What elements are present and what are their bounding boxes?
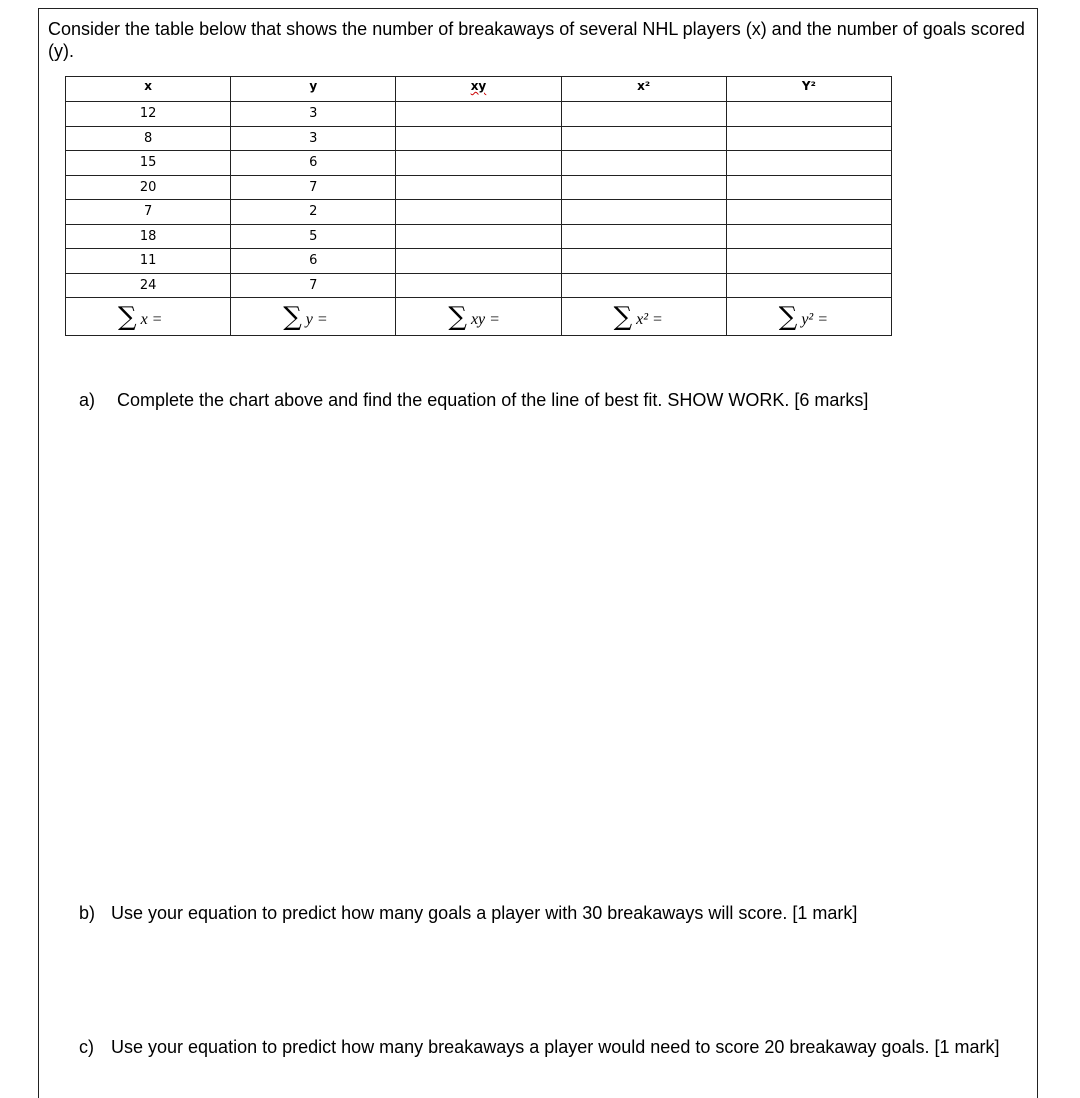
question-a-text: Complete the chart above and find the equation of the line of best fit. SHOW WORK. [6 marks] (117, 390, 869, 410)
sigma-symbol: ∑ (283, 301, 302, 332)
cell-x: 20 (66, 175, 231, 200)
cell-y-squared[interactable] (726, 175, 891, 200)
cell-xy[interactable] (396, 249, 561, 274)
cell-y-squared[interactable] (726, 102, 891, 127)
cell-y: 2 (231, 200, 396, 225)
cell-xy[interactable] (396, 200, 561, 225)
cell-y: 5 (231, 224, 396, 249)
cell-x: 15 (66, 151, 231, 176)
cell-y: 3 (231, 126, 396, 151)
cell-y: 7 (231, 273, 396, 298)
cell-x: 12 (66, 102, 231, 127)
sigma-symbol: ∑ (448, 301, 467, 332)
question-b (79, 902, 857, 924)
question-a-letter: a) (79, 390, 96, 410)
header-y-squared: Y² (726, 77, 891, 102)
cell-y: 6 (231, 151, 396, 176)
question-c-letter: c) (79, 1037, 94, 1057)
sum-xy-cell[interactable] (396, 298, 561, 336)
cell-x: 24 (66, 273, 231, 298)
sum-x-squared-label: x² = (636, 310, 663, 328)
cell-x-squared[interactable] (561, 175, 726, 200)
header-xy (396, 77, 561, 102)
sum-x-squared-cell[interactable] (561, 298, 726, 336)
cell-x-squared[interactable] (561, 273, 726, 298)
cell-xy[interactable] (396, 273, 561, 298)
sigma-symbol: ∑ (778, 301, 798, 332)
sum-x-label: x = (140, 310, 163, 328)
sum-y-cell[interactable] (231, 298, 396, 336)
table-row (66, 200, 892, 225)
table-row (66, 151, 892, 176)
intro-text: Consider the table below that shows the number of breakaways of several NHL players (x) and the number of goals scored (y). (48, 19, 1025, 61)
cell-x-squared[interactable] (561, 151, 726, 176)
cell-xy[interactable] (396, 175, 561, 200)
cell-x-squared[interactable] (561, 224, 726, 249)
cell-y: 6 (231, 249, 396, 274)
cell-xy[interactable] (396, 151, 561, 176)
cell-xy[interactable] (396, 126, 561, 151)
sum-row (66, 298, 892, 336)
table-row (66, 273, 892, 298)
cell-y-squared[interactable] (726, 273, 891, 298)
cell-y-squared[interactable] (726, 249, 891, 274)
cell-y: 7 (231, 175, 396, 200)
table-row (66, 126, 892, 151)
question-b-letter: b) (79, 903, 96, 923)
header-y: y (231, 77, 396, 102)
data-table (65, 76, 892, 336)
cell-x: 8 (66, 126, 231, 151)
cell-y-squared[interactable] (726, 151, 891, 176)
sum-y-squared-label: y² = (801, 310, 829, 328)
cell-y: 3 (231, 102, 396, 127)
header-x-squared: x² (561, 77, 726, 102)
cell-x-squared[interactable] (561, 249, 726, 274)
header-row (66, 77, 892, 102)
sum-y-squared-cell[interactable] (726, 298, 891, 336)
cell-x: 18 (66, 224, 231, 249)
table-row (66, 224, 892, 249)
cell-y-squared[interactable] (726, 200, 891, 225)
sum-xy-label: xy = (470, 310, 500, 328)
table-row (66, 175, 892, 200)
sum-y-label: y = (305, 310, 328, 328)
question-b-text: Use your equation to predict how many goals a player with 30 breakaways will score. [1 mark] (111, 903, 858, 923)
header-x: x (66, 77, 231, 102)
question-a (79, 389, 868, 411)
table-row (66, 249, 892, 274)
cell-y-squared[interactable] (726, 224, 891, 249)
sum-x-cell[interactable] (66, 298, 231, 336)
table-row (66, 102, 892, 127)
cell-y-squared[interactable] (726, 126, 891, 151)
cell-x-squared[interactable] (561, 126, 726, 151)
sigma-symbol: ∑ (613, 301, 633, 332)
cell-x-squared[interactable] (561, 102, 726, 127)
question-c (79, 1036, 1019, 1058)
cell-x-squared[interactable] (561, 200, 726, 225)
cell-xy[interactable] (396, 224, 561, 249)
question-c-text: Use your equation to predict how many breakaways a player would need to score 20 breakaway goals. [1 mark] (111, 1037, 1000, 1057)
cell-x: 7 (66, 200, 231, 225)
cell-x: 11 (66, 249, 231, 274)
header-xy-label: xy (470, 79, 487, 93)
cell-xy[interactable] (396, 102, 561, 127)
sigma-symbol: ∑ (118, 301, 137, 332)
